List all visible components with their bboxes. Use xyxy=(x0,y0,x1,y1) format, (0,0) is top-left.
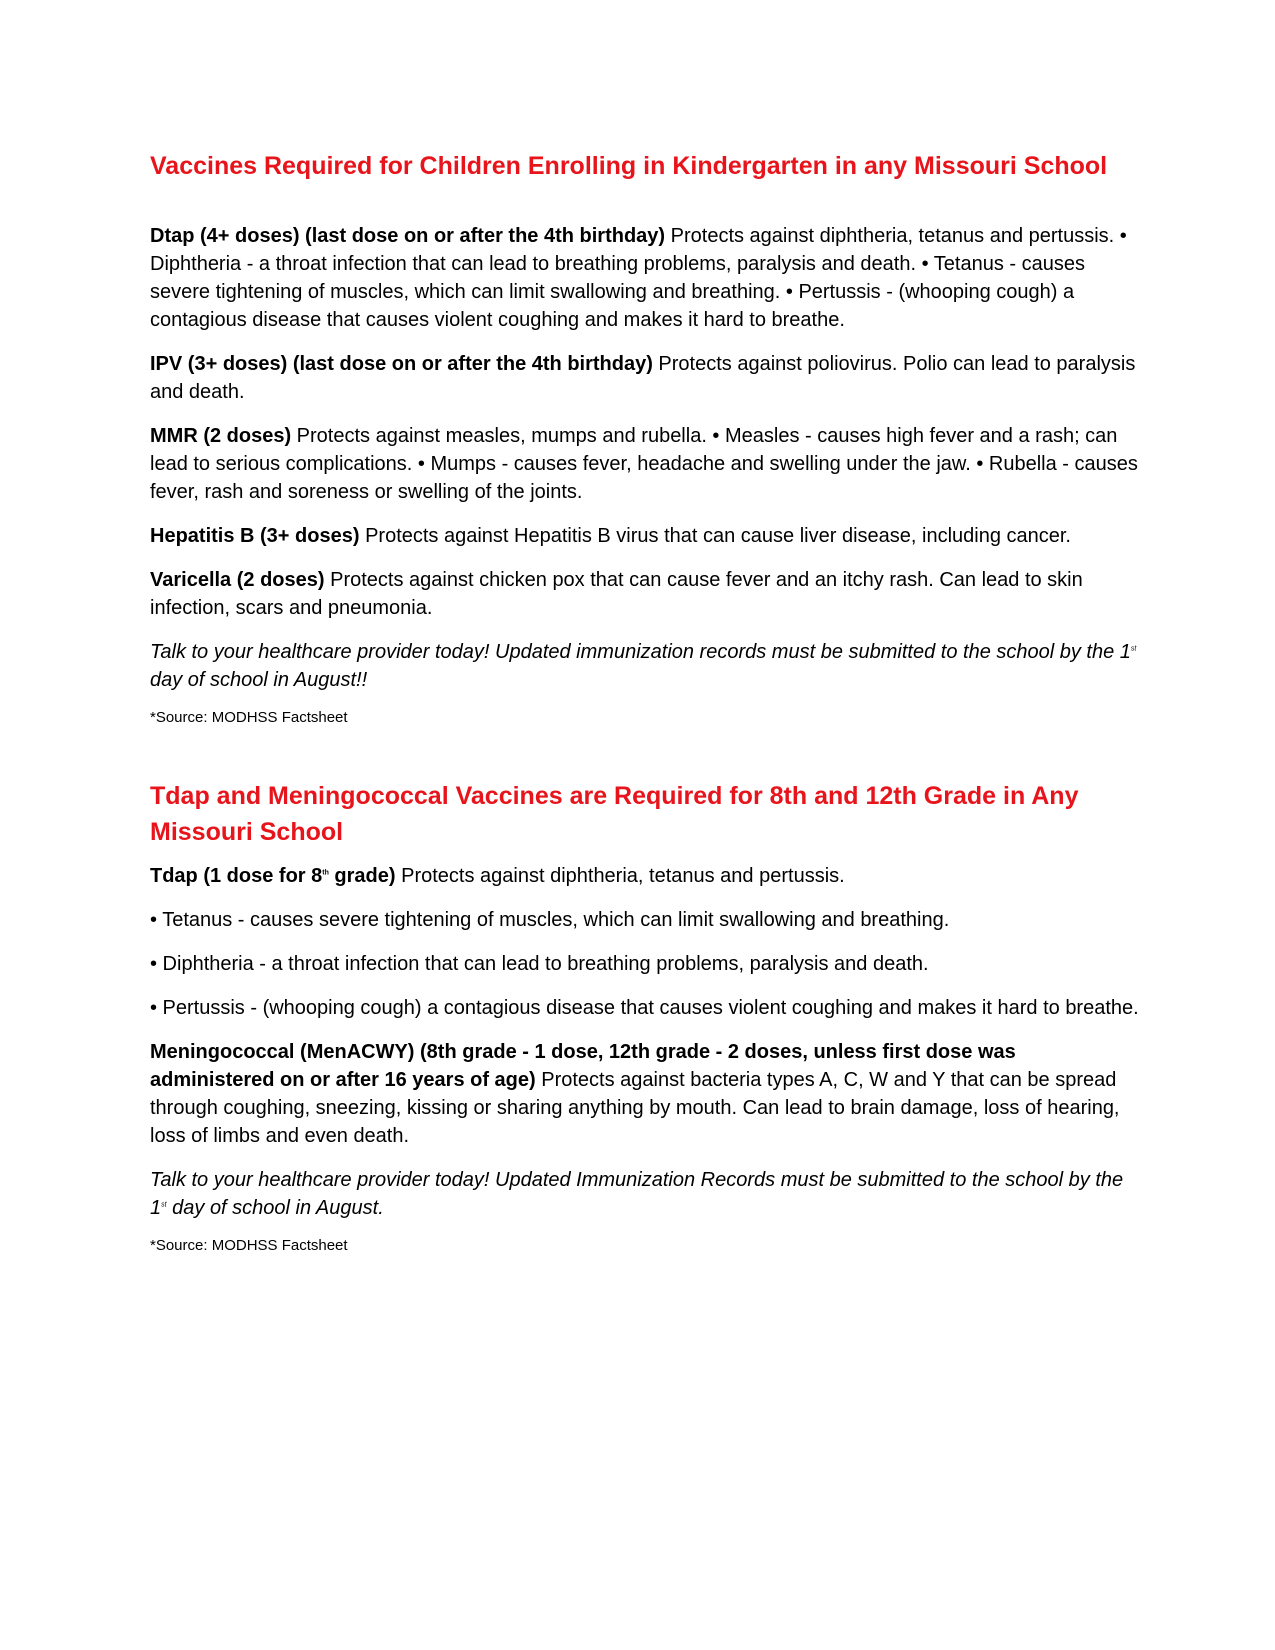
document-page xyxy=(150,148,1140,1256)
diphtheria-bullet: • Diphtheria - a throat infection that can lead to breathing problems, paralysis and death. xyxy=(150,953,929,975)
hepatitis-b-description: Protects against Hepatitis B virus that can cause liver disease, including cancer. xyxy=(359,525,1071,547)
varicella-entry xyxy=(150,566,1140,622)
mmr-entry xyxy=(150,422,1140,506)
tdap-description: Protects against diphtheria, tetanus and pertussis. xyxy=(395,865,845,887)
mmr-label: MMR (2 doses) xyxy=(150,425,292,447)
pertussis-bullet: • Pertussis - (whooping cough) a contagious disease that causes violent coughing and makes it hard to breathe. xyxy=(150,997,1139,1019)
tetanus-bullet: • Tetanus - causes severe tightening of muscles, which can limit swallowing and breathing. xyxy=(150,909,950,931)
dtap-label: Dtap (4+ doses) (last dose on or after the 4th birthday) xyxy=(150,225,666,247)
meningococcal-entry xyxy=(150,1038,1140,1150)
mmr-description: Protects against measles, mumps and rubella. • Measles - causes high fever and a rash; can lead to serious complications. • Mumps - causes fever, headache and swelling under the jaw. • Rubella - causes fever, rash and soreness or swelling of the joints. xyxy=(150,425,1138,503)
ipv-label: IPV (3+ doses) (last dose on or after the 4th birthday) xyxy=(150,353,653,375)
kindergarten-reminder-note: Talk to your healthcare provider today! Updated immunization records must be submitted to the school by the 1st day of school in August!! xyxy=(150,641,1137,691)
kindergarten-source: *Source: MODHSS Factsheet xyxy=(150,709,348,726)
grade-8-12-heading: Tdap and Meningococcal Vaccines are Required for 8th and 12th Grade in Any Missouri School xyxy=(150,782,1079,846)
tdap-entry xyxy=(150,862,1140,890)
dtap-entry xyxy=(150,222,1140,334)
hepatitis-b-label: Hepatitis B (3+ doses) xyxy=(150,525,360,547)
varicella-description: Protects against chicken pox that can cause fever and an itchy rash. Can lead to skin infection, scars and pneumonia. xyxy=(150,569,1083,619)
hepatitis-b-entry xyxy=(150,522,1140,550)
tdap-label: Tdap (1 dose for 8th grade) xyxy=(150,865,396,887)
meningococcal-label: Meningococcal (MenACWY) (8th grade - 1 dose, 12th grade - 2 doses, unless first dose was administered on or after 16 years of age) xyxy=(150,1041,1016,1091)
grade-8-12-reminder-note: Talk to your healthcare provider today! Updated Immunization Records must be submitted to the school by the 1st day of school in August. xyxy=(150,1169,1124,1219)
meningococcal-description: Protects against bacteria types A, C, W and Y that can be spread through coughing, sneezing, kissing or sharing anything by mouth. Can lead to brain damage, loss of hearing, loss of limbs and even death. xyxy=(150,1069,1120,1147)
grade-8-12-section xyxy=(150,778,1140,1256)
kindergarten-section xyxy=(150,148,1140,728)
kindergarten-heading: Vaccines Required for Children Enrolling in Kindergarten in any Missouri School xyxy=(150,152,1108,180)
grade-8-12-source: *Source: MODHSS Factsheet xyxy=(150,1237,348,1254)
ipv-entry xyxy=(150,350,1140,406)
varicella-label: Varicella (2 doses) xyxy=(150,569,325,591)
ipv-description: Protects against poliovirus. Polio can lead to paralysis and death. xyxy=(150,353,1136,403)
dtap-description: Protects against diphtheria, tetanus and pertussis. • Diphtheria - a throat infection that can lead to breathing problems, paralysis and death. • Tetanus - causes severe tightening of muscles, which can limit swallowing and breathing. • Pertussis - (whooping cough) a contagious disease that causes violent coughing and makes it hard to breathe. xyxy=(150,225,1127,331)
